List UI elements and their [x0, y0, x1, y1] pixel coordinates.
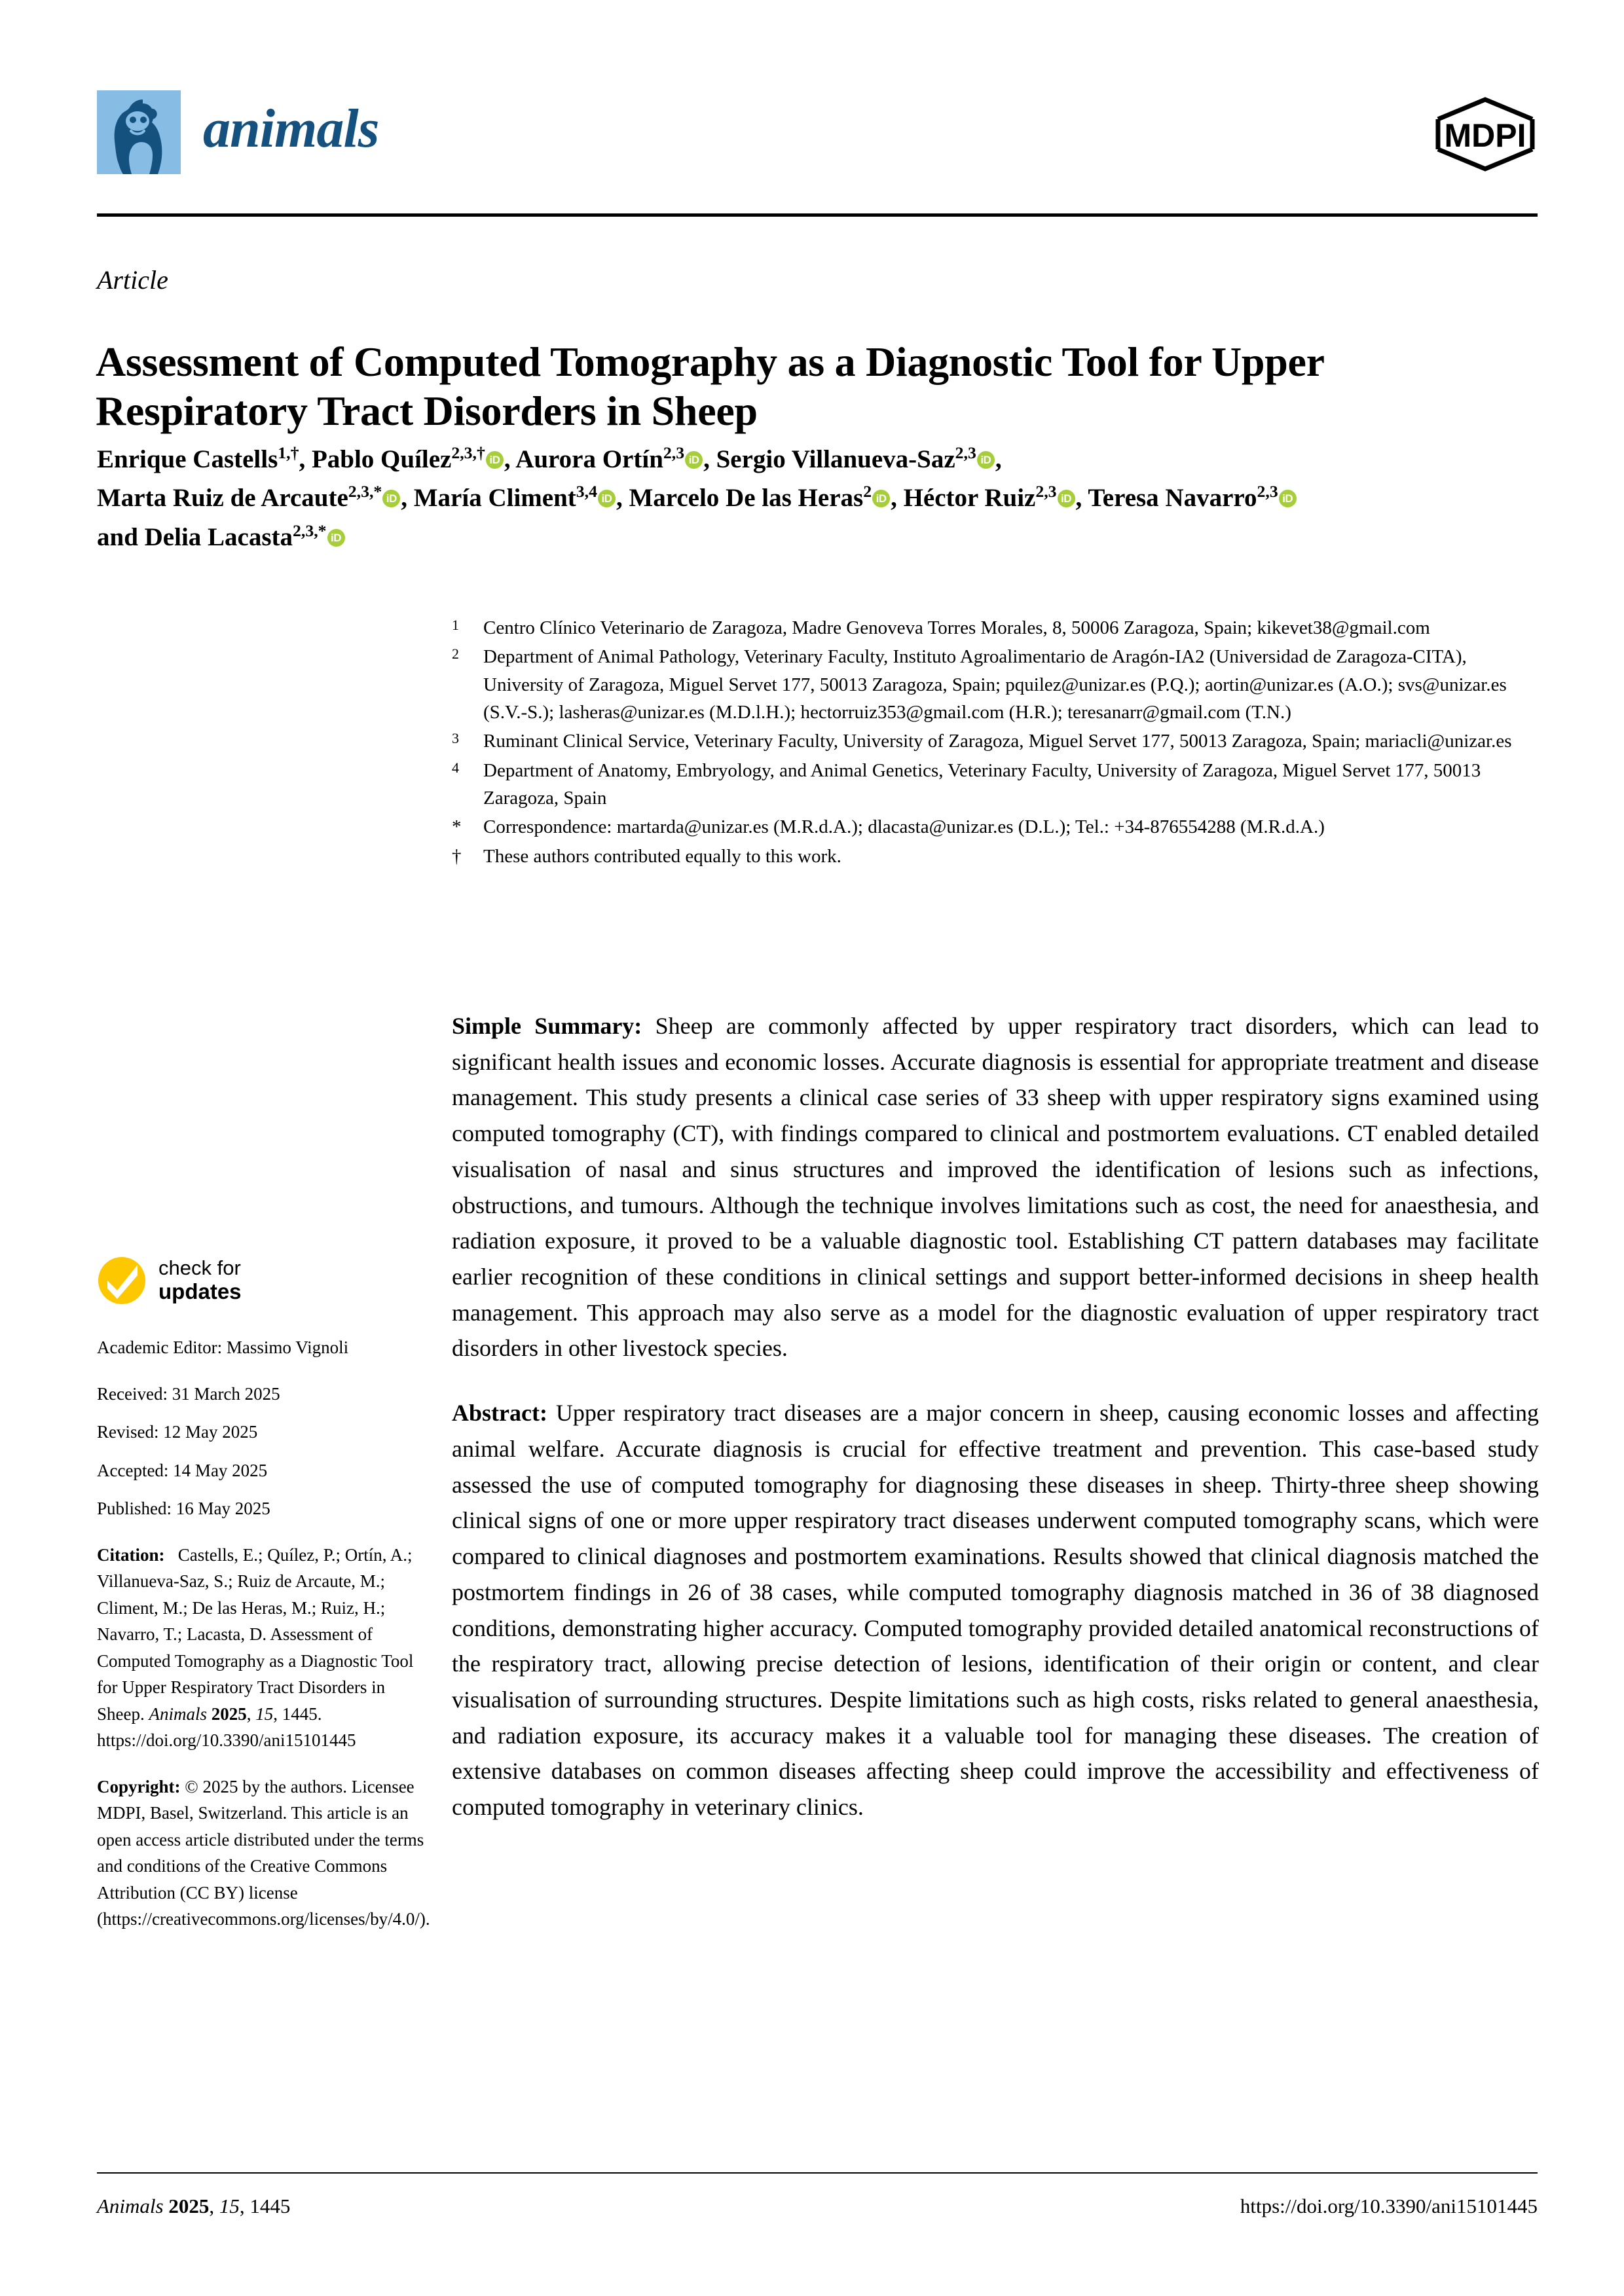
- author-affiliation-sup: 2,3: [1035, 482, 1057, 501]
- author-separator: ,: [401, 484, 414, 513]
- author-separator: ,: [616, 484, 629, 513]
- metadata-sidebar: [97, 1256, 430, 1952]
- footer-doi[interactable]: https://doi.org/10.3390/ani15101445: [1240, 2195, 1538, 2217]
- author-entry[interactable]: [97, 445, 299, 473]
- author-separator: ,: [995, 445, 1002, 473]
- author-name: Teresa Navarro: [1088, 484, 1257, 513]
- affiliation-marker: 1: [452, 617, 459, 633]
- abstract-section: [452, 1395, 1539, 1825]
- author-entry[interactable]: [1088, 484, 1297, 512]
- author-separator: ,: [504, 445, 516, 473]
- journal-masthead: [97, 84, 1538, 182]
- author-separator: ,: [891, 484, 904, 513]
- journal-name: animals: [203, 98, 379, 159]
- author-name: Marcelo De las Heras: [629, 484, 864, 513]
- author-affiliation-sup: 2,3: [955, 443, 976, 462]
- author-separator: ,: [1075, 484, 1088, 513]
- affiliation-item: [452, 727, 1539, 755]
- citation-doi-link[interactable]: https://doi.org/10.3390/ani15101445: [97, 1730, 356, 1750]
- author-name: María Climent: [413, 484, 576, 513]
- author-separator: ,: [703, 445, 716, 473]
- author-affiliation-sup: 1,†: [278, 443, 299, 462]
- author-name: Pablo Quílez: [311, 445, 452, 473]
- footer-journal: Animals: [97, 2195, 164, 2217]
- svg-text:MDPI: MDPI: [1444, 117, 1526, 154]
- affiliation-item: [452, 614, 1539, 642]
- orcid-icon[interactable]: iD: [382, 490, 400, 507]
- author-line-1: [97, 440, 1538, 479]
- author-name: Aurora Ortín: [515, 445, 663, 473]
- check-for-updates-badge[interactable]: [97, 1256, 424, 1305]
- citation-year: 2025: [211, 1704, 247, 1724]
- check-for-updates-label: [158, 1257, 242, 1304]
- orcid-icon[interactable]: iD: [685, 451, 703, 469]
- footer-volume: 15: [219, 2195, 240, 2217]
- orcid-icon[interactable]: iD: [1279, 490, 1297, 507]
- date-revised: Revised: 12 May 2025: [97, 1422, 258, 1442]
- correspondence-marker: *: [452, 816, 462, 838]
- simple-summary-text: Sheep are commonly affected by upper respiratory tract disorders, which can lead to significant health issues and economic losses. Accurate diagnosis is essential for appropriate treatment and disease management. This study presents a clinical case series of 33 sheep with upper respiratory signs examined using computed tomography (CT), with findings compared to clinical and postmortem evaluations. CT enabled detailed visualisation of nasal and sinus structures and improved the identification of lesions such as infections, obstructions, and tumours. Although the technique involves limitations such as cost, the need for anaesthesia, and radiation exposure, it proved to be a valuable diagnostic tool. Establishing CT pattern databases may facilitate earlier recognition of these conditions in clinical settings and support better-informed decisions in sheep health management. This approach may also serve as a model for the diagnostic evaluation of upper respiratory tract disorders in other livestock species.: [452, 1013, 1540, 1362]
- date-accepted: Accepted: 14 May 2025: [97, 1460, 268, 1480]
- citation-volume: 15: [255, 1704, 274, 1724]
- orcid-icon[interactable]: iD: [872, 490, 890, 507]
- date-published: Published: 16 May 2025: [97, 1499, 270, 1518]
- footer-citation: Animals 2025, 15, 1445: [97, 2195, 291, 2217]
- footer-divider: [97, 2172, 1538, 2174]
- author-separator: ,: [299, 445, 312, 473]
- author-line-3: [97, 518, 1538, 556]
- citation-title: Assessment of Computed Tomography as a Diagnostic Tool for Upper Respiratory Tract Disorders in Sheep.: [97, 1624, 414, 1724]
- equal-contribution-item: [452, 843, 1539, 870]
- date-received: Received: 31 March 2025: [97, 1383, 280, 1404]
- abstract-label: Abstract:: [452, 1400, 547, 1427]
- affiliation-item: [452, 757, 1539, 812]
- affiliation-marker: 4: [452, 759, 459, 776]
- citation-block: Citation: Castells, E.; Quílez, P.; Ortín, A.; Villanueva-Saz, S.; Ruiz de Arcaute, M.; Climent, M.; De las Heras, M.; Ruiz, H.; Navarro, T.; Lacasta, D. Assessment of Computed Tomography as a Diagnostic Tool for Upper Respiratory Tract Disorders in Sheep. Animals 2025, 15, 1445. https://doi.org/10.3390/ani15101445: [97, 1544, 414, 1750]
- affiliation-text: Centro Clínico Veterinario de Zaragoza, Madre Genoveva Torres Morales, 8, 50006 Zaragoza, Spain; kikevet38@gmail.com: [483, 617, 1430, 638]
- article-type-label: Article: [97, 265, 168, 295]
- journal-logo[interactable]: [97, 90, 378, 174]
- affiliation-text: Department of Animal Pathology, Veterinary Faculty, Instituto Agroalimentario de Aragón-IA2 (Universidad de Zaragoza-CITA), University of Zaragoza, Miguel Servet 177, 50013 Zaragoza, Spain; pquilez@unizar.es (P.Q.); aortin@unizar.es (A.O.); svs@unizar.es (S.V.-S.); lasheras@unizar.es (M.D.l.H.); hectorruiz353@gmail.com (H.R.); teresanarr@gmail.com (T.N.): [483, 646, 1507, 723]
- author-name: Marta Ruiz de Arcaute: [97, 484, 348, 513]
- orcid-icon[interactable]: iD: [1058, 490, 1075, 507]
- author-name: Héctor Ruiz: [903, 484, 1036, 513]
- author-entry[interactable]: [312, 445, 504, 473]
- header-divider: [97, 213, 1538, 217]
- page-footer: [97, 2195, 1538, 2218]
- citation-label: Citation:: [97, 1544, 165, 1565]
- affiliation-marker: 3: [452, 730, 459, 747]
- author-affiliation-sup: 2,3,*: [348, 482, 382, 501]
- author-entry[interactable]: [716, 445, 995, 473]
- simple-summary-label: Simple Summary:: [452, 1013, 642, 1039]
- author-affiliation-sup: 2,3,†: [451, 443, 485, 462]
- correspondence-text: Correspondence: martarda@unizar.es (M.R.d.A.); dlacasta@unizar.es (D.L.); Tel.: +34-876554288 (M.R.d.A.): [483, 816, 1325, 838]
- citation-authors: Castells, E.; Quílez, P.; Ortín, A.; Villanueva-Saz, S.; Ruiz de Arcaute, M.; Climent, M.; De las Heras, M.; Ruiz, H.; Navarro, T.; Lacasta, D.: [97, 1544, 413, 1644]
- affiliation-text: Department of Anatomy, Embryology, and Animal Genetics, Veterinary Faculty, University of Zaragoza, Miguel Servet 177, 50013 Zaragoza, Spain: [483, 759, 1481, 809]
- author-entry[interactable]: [629, 484, 891, 512]
- copyright-text: © 2025 by the authors. Licensee MDPI, Basel, Switzerland. This article is an open access article distributed under the terms and conditions of the Creative Commons Attribution (CC BY) license (https://creativecommons.org/licenses/by/4.0/).: [97, 1776, 430, 1929]
- simple-summary-section: [452, 1008, 1539, 1366]
- orcid-icon[interactable]: iD: [327, 529, 345, 547]
- author-affiliation-sup: 2,3: [1257, 482, 1278, 501]
- author-affiliation-sup: 3,4: [576, 482, 597, 501]
- author-name: Sergio Villanueva-Saz: [716, 445, 955, 473]
- academic-editor: [97, 1334, 424, 1361]
- check-for-updates-badge-icon: [97, 1256, 147, 1305]
- author-affiliation-sup: 2: [863, 482, 872, 501]
- academic-editor-text: Academic Editor: Massimo Vignoli: [97, 1338, 349, 1357]
- author-entry[interactable]: [144, 520, 346, 551]
- author-entry[interactable]: [515, 445, 703, 473]
- footer-article-number: 1445: [249, 2195, 291, 2217]
- footer-year: 2025: [168, 2195, 210, 2217]
- orcid-icon[interactable]: iD: [598, 490, 616, 507]
- author-entry[interactable]: [904, 484, 1076, 512]
- affiliation-marker: 2: [452, 646, 459, 663]
- publication-dates: [97, 1381, 424, 1522]
- orcid-icon[interactable]: iD: [977, 451, 995, 469]
- affiliation-list: [452, 614, 1539, 871]
- citation-article-number: 1445.: [282, 1704, 322, 1724]
- author-entry[interactable]: [97, 484, 401, 512]
- affiliation-text: Ruminant Clinical Service, Veterinary Faculty, University of Zaragoza, Miguel Servet 177, 50013 Zaragoza, Spain; mariacli@unizar.es: [483, 731, 1512, 752]
- orcid-icon[interactable]: iD: [486, 451, 504, 469]
- affiliation-item: [452, 643, 1539, 726]
- author-conjunction: and: [97, 522, 138, 551]
- equal-contribution-marker: †: [452, 845, 462, 867]
- equal-contribution-text: These authors contributed equally to this work.: [483, 845, 841, 867]
- gorilla-logo-icon: [97, 90, 181, 174]
- correspondence-item: [452, 813, 1539, 841]
- author-line-2: [97, 479, 1538, 517]
- cfu-line-1: check for: [158, 1256, 241, 1280]
- copyright-block: [97, 1774, 430, 1933]
- copyright-label: Copyright:: [97, 1776, 181, 1796]
- abstract-text: Upper respiratory tract diseases are a major concern in sheep, causing economic losses and affecting animal welfare. Accurate diagnosis is crucial for effective treatment and prevention. This case-based study assessed the use of computed tomography for diagnosing these diseases in sheep. Thirty-three sheep showing clinical signs of one or more upper respiratory tract diseases underwent computed tomography scans, which were compared to clinical diagnoses and postmortem examinations. Results showed that clinical diagnosis matched the postmortem findings in 26 of 38 cases, while computed tomography diagnosis matched in 36 of 38 diagnosed conditions, demonstrating higher accuracy. Computed tomography provided detailed anatomical reconstructions of the respiratory tract, allowing precise detection of lesions, identification of their origin or content, and clear visualisation of surrounding structures. Despite limitations such as high costs, risks related to general anaesthesia, and radiation exposure, its accuracy makes it a valuable tool for managing these diseases. The creation of extensive databases on common diseases affecting sheep could improve the accessibility and effectiveness of computed tomography in veterinary clinics.: [452, 1400, 1539, 1821]
- author-name: Enrique Castells: [97, 445, 278, 473]
- cfu-line-2: updates: [158, 1279, 242, 1303]
- author-entry[interactable]: [414, 484, 616, 512]
- author-name: Delia Lacasta: [144, 522, 293, 551]
- author-list: [97, 440, 1538, 556]
- citation-journal: Animals: [149, 1704, 207, 1724]
- page-title: Assessment of Computed Tomography as a Diagnostic Tool for Upper Respiratory Tract Disorders in Sheep: [96, 338, 1324, 435]
- main-content: [452, 1008, 1539, 1854]
- author-affiliation-sup: 2,3: [663, 443, 685, 462]
- author-affiliation-sup: 2,3,*: [293, 520, 327, 540]
- mdpi-hexagon-logo-icon[interactable]: [1433, 96, 1538, 173]
